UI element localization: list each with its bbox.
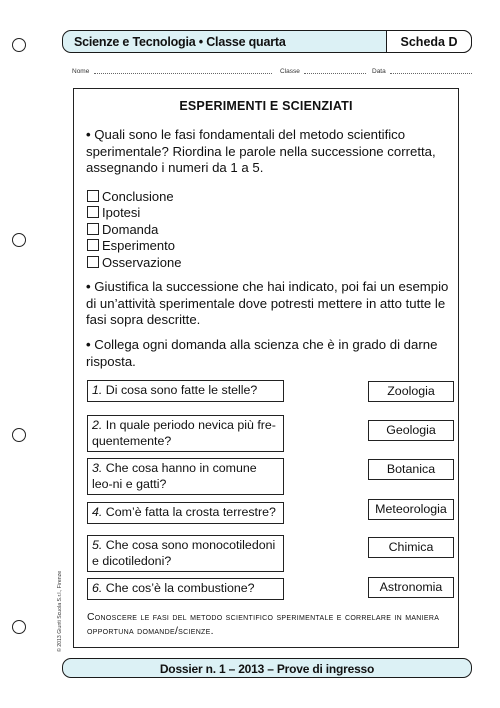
- binder-hole: [12, 38, 26, 52]
- footer-bar: [62, 658, 472, 678]
- checkbox[interactable]: [87, 256, 99, 268]
- science-botanica[interactable]: Botanica: [368, 459, 454, 480]
- match-question-3[interactable]: 3. Che cosa hanno in comune leo-ni e gatti?: [87, 458, 284, 495]
- question-2: [86, 279, 456, 329]
- list-item[interactable]: Osservazione: [87, 255, 181, 271]
- binder-hole: [12, 233, 26, 247]
- science-meteorologia[interactable]: Meteorologia: [368, 499, 454, 520]
- footer-title: Dossier n. 1 – 2013 – Prove di ingresso: [159, 662, 375, 676]
- worksheet-tab: [386, 30, 472, 53]
- question-3-text: Collega ogni domanda alla scienza che è in grado di darne risposta.: [86, 337, 438, 369]
- worksheet-box: [73, 88, 459, 648]
- list-item[interactable]: Ipotesi: [87, 205, 181, 221]
- match-question-2[interactable]: 2. In quale periodo nevica più fre-quentemente?: [87, 415, 284, 452]
- name-field: [94, 73, 272, 74]
- class-label: Classe: [280, 68, 300, 75]
- phase-checklist: [87, 189, 181, 271]
- list-item[interactable]: Domanda: [87, 222, 181, 238]
- list-item[interactable]: Conclusione: [87, 189, 181, 205]
- checkbox[interactable]: [87, 239, 99, 251]
- bullet: •: [86, 127, 91, 142]
- header-title: Scienze e Tecnologia • Classe quarta: [74, 35, 286, 49]
- bullet: •: [86, 279, 91, 294]
- learning-objective: Conoscere le fasi del metodo scientifico sperimentale e correlare in maniera opportuna domande/scienze.: [87, 612, 440, 637]
- list-item[interactable]: Esperimento: [87, 238, 181, 254]
- bullet: •: [86, 337, 91, 352]
- question-1: [86, 127, 456, 177]
- match-question-5[interactable]: 5. Che cosa sono monocotiledoni e dicotiledoni?: [87, 535, 284, 572]
- match-question-4[interactable]: 4. Com’è fatta la crosta terrestre?: [87, 502, 284, 524]
- question-3: [86, 337, 456, 370]
- checkbox[interactable]: [87, 190, 99, 202]
- match-question-1[interactable]: 1. Di cosa sono fatte le stelle?: [87, 380, 284, 402]
- binder-hole: [12, 428, 26, 442]
- class-field: [304, 73, 366, 74]
- date-label: Data: [372, 68, 386, 75]
- copyright-notice: © 2013 Giunti Scuola S.r.l., Firenze: [57, 570, 63, 652]
- checkbox[interactable]: [87, 223, 99, 235]
- question-1-text: Quali sono le fasi fondamentali del metodo scientifico sperimentale? Riordina le parole nella successione corretta, assegnando i numeri da 1 a 5.: [86, 127, 436, 175]
- name-label: Nome: [72, 68, 90, 75]
- question-2-text: Giustifica la successione che hai indicato, poi fai un esempio di un’attività sperimentale dove potresti mettere in atto tutte le fasi sopra descritte.: [86, 279, 449, 327]
- date-field: [390, 73, 472, 74]
- binder-hole: [12, 620, 26, 634]
- science-zoologia[interactable]: Zoologia: [368, 381, 454, 402]
- header-bar: [62, 30, 472, 53]
- science-astronomia[interactable]: Astronomia: [368, 577, 454, 598]
- match-question-6[interactable]: 6. Che cos’è la combustione?: [87, 578, 284, 600]
- science-chimica[interactable]: Chimica: [368, 537, 454, 558]
- worksheet-title: ESPERIMENTI E SCIENZIATI: [179, 99, 353, 113]
- science-geologia[interactable]: Geologia: [368, 420, 454, 441]
- checkbox[interactable]: [87, 206, 99, 218]
- worksheet-tab-label: Scheda D: [400, 35, 458, 49]
